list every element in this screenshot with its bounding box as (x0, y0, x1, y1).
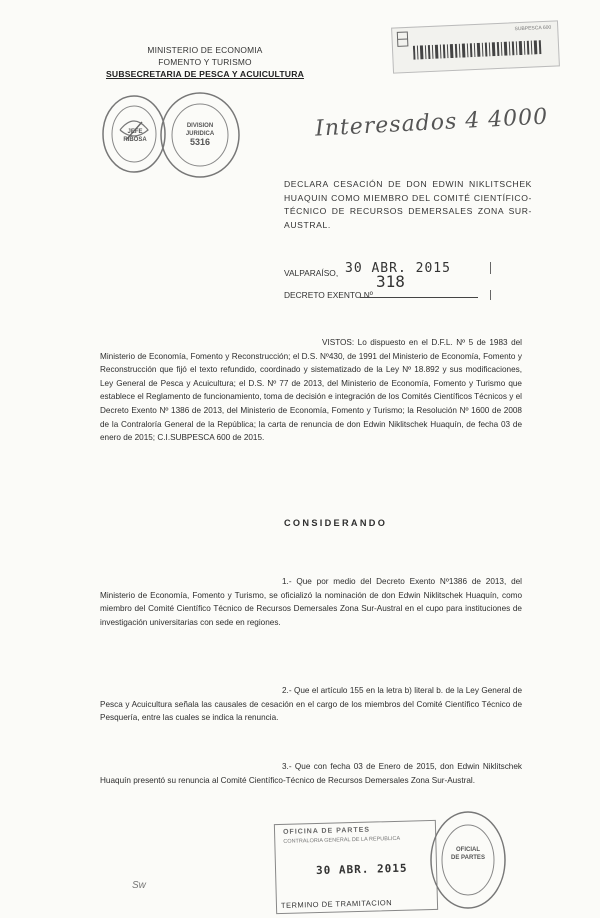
left-seal-name-2: RIBOSA (123, 137, 147, 143)
contraloria-stamp (274, 820, 438, 914)
considerando-paragraph-3: 3.- Que con fecha 03 de Enero de 2015, don Edwin Niklitschek Huaquín presentó su renuncia al Comité Científico-Técnico de Recursos Demersales Zona Sur-Austral. (100, 762, 522, 785)
left-seal-name: JEFE (127, 129, 143, 135)
considerando-paragraph-1: 1.- Que por medio del Decreto Exento Nº1386 de 2013, del Ministerio de Economía, Fomento y Turismo, se oficializó la nominación de don Edwin Niklitschek Huaquín, como miembro del Comité Científico Técnico de Recursos Demersales Zona Sur-Austral en el cupo para instituciones de investigación universitarias con sede en regiones. (100, 577, 522, 627)
decree-title: DECLARA CESACIÓN DE DON EDWIN NIKLITSCHEK HUAQUIN COMO MIEMBRO DEL COMITÉ CIENTÍFICO-TÉCNICO DE RECURSOS DEMERSALES ZONA SUR-AUSTRAL. (284, 179, 532, 230)
stamp-date: 30 ABR. 2015 (315, 861, 408, 878)
decree-date: 30 ABR. 2015 (345, 261, 451, 276)
ministry-line: MINISTERIO DE ECONOMIA (147, 45, 263, 55)
margin-tick-2 (490, 290, 491, 300)
vistos-paragraph: VISTOS: Lo dispuesto en el D.F.L. Nº 5 de 1983 del Ministerio de Economía, Fomento y Reconstrucción; el D.S. Nº430, de 1991 del Ministerio de Economía, Fomento y Reconstrucción que fijó el texto refundido, coordinado y sistematizado de la Ley Nº 18.892 y sus modificaciones, Ley General de Pesca y Acuicultura; el D.S. Nº 77 de 2013, del Ministerio de Economía, Fomento y Turismo que establece el Reglamento de funcionamiento, toma de decisión e integración de los Comités Científicos Técnicos y el Decreto Exento Nº 1386 de 2013, del Ministerio de Economía, Fomento y Turismo; la Resolución Nº 1600 de 2008 de la Contraloría General de la República; la carta de renuncia de don Edwin Niklitschek Huaquín, de fecha 03 de enero de 2015; C.I.SUBPESCA 600 de 2015. (100, 338, 522, 443)
initials-mark: Sw (132, 880, 146, 891)
letterhead (100, 44, 310, 80)
decree-underline (360, 297, 478, 298)
place-label: VALPARAÍSO, (284, 268, 339, 278)
decree-number: 318 (376, 272, 405, 291)
ministry-line-2: FOMENTO Y TURISMO (158, 57, 252, 67)
right-seal-line-2: JURIDICA (185, 131, 215, 137)
handwritten-note: Interesados 4 4000 (314, 104, 549, 142)
margin-tick (490, 262, 491, 274)
partes-seal-line-2: DE PARTES (451, 855, 485, 861)
right-seal-line-1: DIVISION (186, 123, 214, 129)
partes-seal-line-1: OFICIAL (456, 847, 480, 853)
sticker-ref: SUBPESCA 600 (514, 24, 552, 33)
considerando-paragraph-2: 2.- Que el artículo 155 en la letra b) literal b. de la Ley General de Pesca y Acuicultura señala las causales de cesación en el cargo de los miembros del Comité Científico Técnico de Pesquería, entre las cuales se indica la renuncia. (100, 686, 522, 723)
right-seal-number: 5316 (189, 137, 211, 147)
barcode-icon (413, 40, 543, 60)
decree-label: DECRETO EXENTO Nº (284, 290, 373, 300)
stamp-line-4: TERMINO DE TRAMITACION (280, 898, 393, 910)
left-seal-label (120, 128, 150, 144)
stamp-line-1: OFICINA DE PARTES (282, 826, 371, 836)
right-seal-label (172, 122, 228, 146)
considerando-heading: CONSIDERANDO (284, 518, 388, 528)
partes-seal-label (446, 846, 490, 862)
subsecretaria-line: SUBSECRETARIA DE PESCA Y ACUICULTURA (105, 69, 305, 79)
barcode-sticker (391, 20, 560, 73)
crest-icon (395, 31, 410, 50)
stamp-line-2: CONTRALORIA GENERAL DE LA REPUBLICA (283, 835, 401, 845)
